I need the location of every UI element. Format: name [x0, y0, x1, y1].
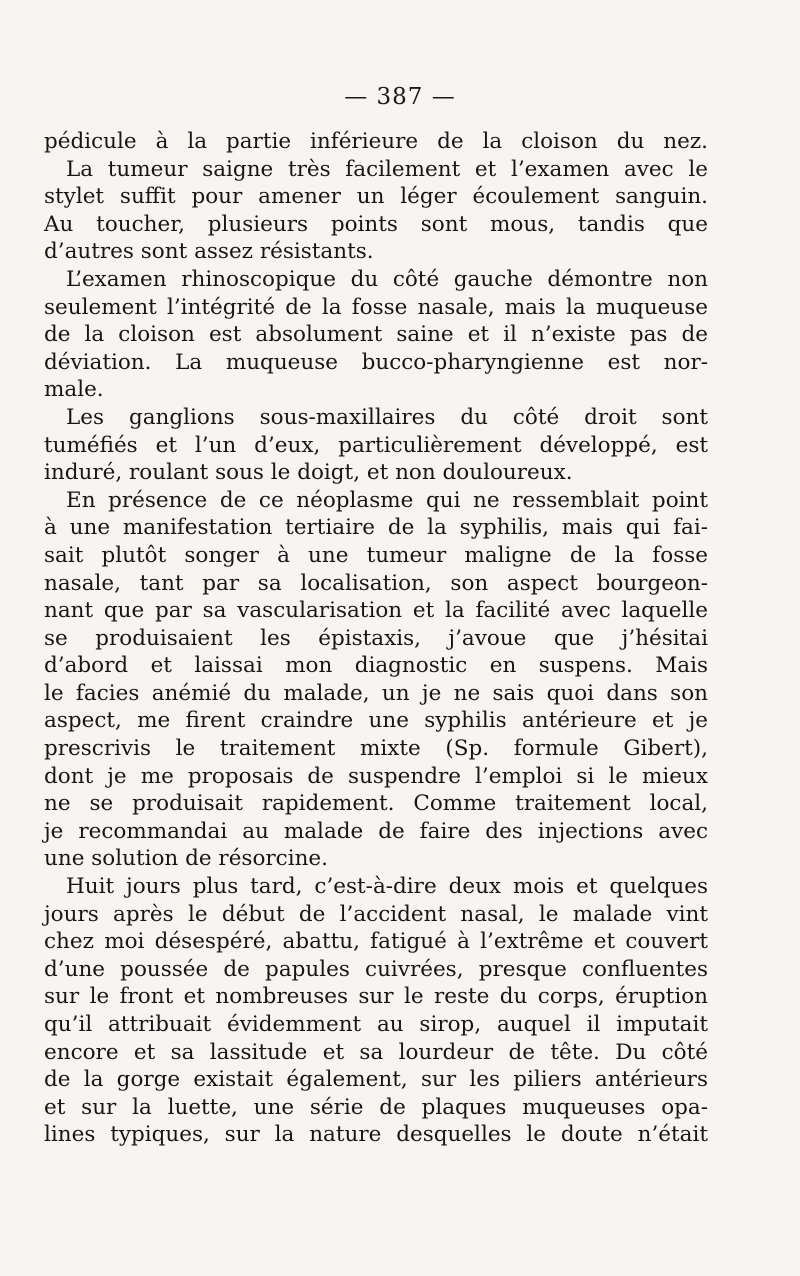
- text-line: de la cloison est absolument saine et il n’existe pas de: [44, 322, 708, 348]
- text-line: déviation. La muqueuse bucco-pharyngienne est nor-: [44, 349, 708, 375]
- text-line: sait plutôt songer à une tumeur maligne de la fosse: [44, 542, 708, 568]
- text-line: le facies anémié du malade, un je ne sais quoi dans son: [44, 680, 708, 706]
- text-line: pédicule à la partie inférieure de la cloison du nez.: [44, 129, 708, 154]
- text-line: se produisaient les épistaxis, j’avoue que j’hésitai: [44, 625, 708, 651]
- body-text: [44, 128, 708, 1149]
- text-line: sur le front et nombreuses sur le reste du corps, éruption: [44, 984, 708, 1010]
- text-line: male.: [44, 377, 104, 403]
- text-line: à une manifestation tertiaire de la syphilis, mais qui fai-: [44, 515, 708, 541]
- text-line: d’une poussée de papules cuivrées, presque confluentes: [44, 956, 708, 982]
- page-number: — 387 —: [344, 84, 456, 110]
- text-line: La tumeur saigne très facilement et l’examen avec le: [66, 156, 708, 182]
- text-line: qu’il attribuait évidemment au sirop, auquel il imputait: [44, 1012, 708, 1037]
- text-line: chez moi désespéré, abattu, fatigué à l’extrême et couvert: [44, 929, 708, 955]
- text-line: stylet suffit pour amener un léger écoulement sanguin.: [44, 184, 708, 210]
- text-line: nant que par sa vascularisation et la facilité avec laquelle: [44, 598, 708, 624]
- text-line: induré, roulant sous le doigt, et non douloureux.: [44, 460, 573, 486]
- text-line: Huit jours plus tard, c’est-à-dire deux mois et quelques: [66, 874, 708, 900]
- text-line: tuméfiés et l’un d’eux, particulièrement développé, est: [44, 432, 708, 458]
- text-line: d’autres sont assez résistants.: [44, 239, 374, 265]
- text-line: jours après le début de l’accident nasal, le malade vint: [44, 901, 708, 927]
- text-line: seulement l’intégrité de la fosse nasale, mais la muqueuse: [44, 294, 708, 320]
- text-line: prescrivis le traitement mixte (Sp. formule Gibert),: [44, 736, 708, 762]
- text-line: L’examen rhinoscopique du côté gauche démontre non: [66, 266, 708, 292]
- text-line: une solution de résorcine.: [44, 846, 328, 872]
- text-line: d’abord et laissai mon diagnostic en suspens. Mais: [44, 653, 708, 679]
- text-line: et sur la luette, une série de plaques muqueuses opa-: [44, 1094, 708, 1120]
- text-line: nasale, tant par sa localisation, son aspect bourgeon-: [44, 570, 708, 596]
- text-line: dont je me proposais de suspendre l’emploi si le mieux: [44, 763, 708, 789]
- text-line: lines typiques, sur la nature desquelles le doute n’était: [44, 1122, 708, 1148]
- text-line: de la gorge existait également, sur les piliers antérieurs: [44, 1067, 708, 1093]
- text-line: encore et sa lassitude et sa lourdeur de tête. Du côté: [44, 1039, 708, 1065]
- text-line: En présence de ce néoplasme qui ne ressemblait point: [66, 487, 708, 513]
- text-line: Les ganglions sous-maxillaires du côté droit sont: [66, 404, 708, 430]
- text-line: Au toucher, plusieurs points sont mous, tandis que: [44, 211, 708, 237]
- text-line: je recommandai au malade de faire des injections avec: [44, 818, 708, 844]
- text-line: aspect, me firent craindre une syphilis antérieure et je: [44, 708, 708, 734]
- text-line: ne se produisait rapidement. Comme traitement local,: [44, 791, 708, 817]
